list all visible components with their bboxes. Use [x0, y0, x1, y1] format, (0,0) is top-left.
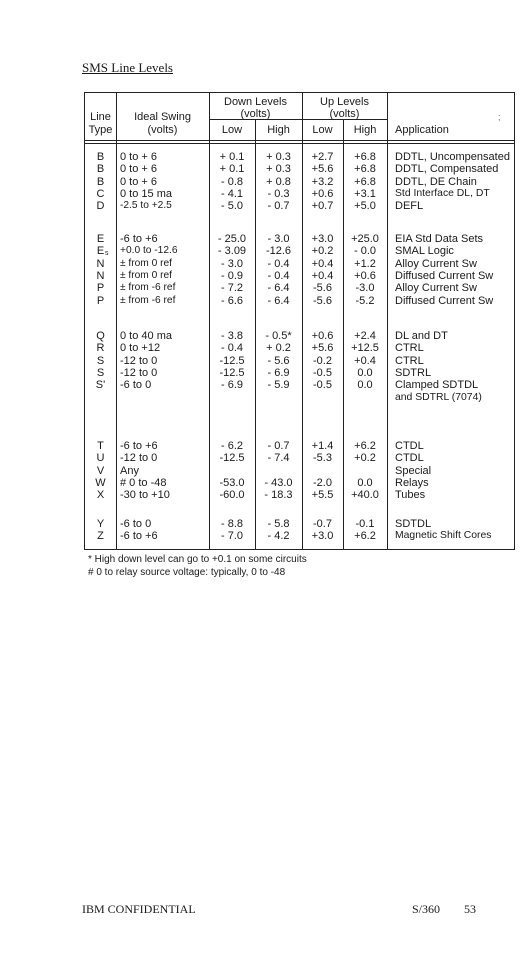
cell-line-type: R: [96, 342, 105, 355]
cell-application: SDTDL: [395, 518, 432, 530]
cell-down-low: -60.0: [219, 489, 245, 502]
cell-application: Std Interface DL, DT: [395, 187, 490, 199]
cell-up-high: 0.0: [357, 366, 373, 379]
cell-line-type: P: [96, 282, 105, 295]
cell-up-low: -0.5: [313, 366, 332, 379]
cell-line-type: X: [96, 489, 105, 502]
cell-application: Alloy Current Sw: [395, 282, 477, 295]
cell-down-high: + 0.2: [266, 342, 291, 355]
cell-up-high: +6.2: [354, 440, 376, 452]
header-rule: [85, 143, 514, 144]
footnote-asterisk: * High down level can go to +0.1 on some circuits: [88, 554, 307, 565]
cell-down-low: - 0.8: [220, 175, 243, 188]
col-divider: [387, 93, 388, 549]
cell-up-low: +5.6: [311, 163, 334, 176]
cell-up-low: +2.7: [311, 151, 334, 163]
cell-down-high: - 0.7: [267, 200, 290, 213]
cell-ideal-swing: 0 to + 6: [120, 151, 158, 163]
cell-ideal-swing: Any: [120, 464, 139, 477]
cell-up-high: - 0.0: [353, 245, 376, 258]
cell-application: Special: [395, 464, 432, 477]
cell-up-low: +3.2: [311, 175, 334, 188]
cell-ideal-swing: 0 to + 6: [120, 163, 158, 176]
cell-ideal-swing: ± from -6 ref: [120, 282, 176, 294]
cell-up-low: +3.0: [311, 530, 334, 543]
cell-up-high: +3.1: [354, 187, 376, 200]
cell-up-low: +0.6: [311, 187, 334, 200]
cell-up-high: +5.0: [354, 200, 376, 213]
margin-mark: ;: [498, 112, 501, 122]
cell-up-low: -5.6: [313, 294, 332, 307]
cell-application: CTRL: [395, 342, 424, 355]
cell-ideal-swing: -12 to 0: [120, 366, 158, 379]
cell-down-low: - 3.0: [220, 257, 243, 270]
cell-line-type: T: [97, 440, 104, 452]
header-down-levels: Down Levels: [224, 96, 287, 108]
cell-up-low: -2.0: [313, 476, 332, 489]
header-ideal-swing: Ideal Swing: [134, 111, 191, 123]
cell-line-type: S': [95, 379, 106, 392]
footer-confidential: IBM CONFIDENTIAL: [82, 902, 196, 916]
footnotes: [88, 553, 307, 579]
cell-line-type: B: [96, 175, 105, 188]
cell-down-low: -53.0: [219, 476, 245, 489]
header-down-levels-unit: (volts): [240, 108, 271, 120]
cell-down-high: - 6.4: [267, 294, 290, 307]
cell-down-high: - 0.4: [267, 269, 290, 282]
cell-application: SMAL Logic: [395, 245, 454, 258]
cell-down-high: + 0.3: [266, 163, 291, 176]
cell-application: EIA Std Data Sets: [395, 233, 484, 245]
cell-line-type: N: [96, 257, 105, 270]
cell-up-high: +12.5: [351, 342, 379, 355]
cell-up-high: -3.0: [355, 282, 375, 295]
cell-application: Alloy Current Sw: [395, 257, 477, 270]
page-title: SMS Line Levels: [82, 60, 173, 75]
cell-ideal-swing: 0 to + 6: [120, 175, 158, 188]
cell-down-high: - 0.7: [267, 440, 290, 452]
cell-ideal-swing: # 0 to -48: [120, 476, 167, 489]
cell-down-low: - 5.0: [220, 200, 243, 213]
cell-line-type: W: [95, 476, 106, 489]
cell-line-type: Q: [96, 330, 105, 342]
cell-down-low: - 6.6: [220, 294, 243, 307]
cell-application: Magnetic Shift Cores: [395, 530, 492, 542]
cell-up-low: -0.7: [313, 518, 332, 530]
cell-up-low: +0.4: [311, 257, 334, 270]
cell-up-high: +40.0: [351, 489, 379, 502]
cell-down-low: - 7.2: [220, 282, 243, 295]
header-up-low: Low: [312, 124, 333, 136]
cell-up-high: +25.0: [351, 233, 379, 245]
cell-down-high: + 0.3: [266, 151, 291, 163]
cell-down-high: - 0.4: [267, 257, 290, 270]
cell-application: DDTL, DE Chain: [395, 175, 477, 188]
cell-up-high: +6.2: [354, 530, 376, 543]
cell-line-type: V: [96, 464, 105, 477]
footer-page-number: 53: [464, 902, 476, 916]
header-down-high: High: [267, 124, 290, 136]
cell-application: DEFL: [395, 200, 424, 213]
cell-ideal-swing: -30 to +10: [120, 489, 170, 502]
cell-line-type: E: [96, 233, 105, 245]
cell-application: DDTL, Compensated: [395, 163, 499, 176]
cell-down-low: -12.5: [219, 366, 245, 379]
cell-ideal-swing: ± from 0 ref: [120, 269, 173, 281]
cell-line-type: Y: [96, 518, 105, 530]
cell-ideal-swing: -6 to +6: [120, 233, 158, 245]
cell-up-low: -0.2: [313, 354, 332, 367]
cell-ideal-swing: -2.5 to +2.5: [120, 200, 172, 212]
cell-up-low: +0.4: [311, 269, 334, 282]
cell-up-low: +0.6: [311, 330, 334, 342]
cell-up-high: +0.4: [354, 354, 376, 367]
col-divider: [116, 93, 117, 549]
cell-up-low: +1.4: [311, 440, 334, 452]
cell-down-low: - 6.9: [220, 379, 243, 392]
header-down-low: Low: [221, 124, 243, 136]
cell-up-high: +0.2: [354, 452, 376, 465]
footnote-hash: # 0 to relay source voltage: typically, 0 to -48: [88, 567, 286, 578]
cell-ideal-swing: -12 to 0: [120, 354, 158, 367]
cell-down-low: - 6.2: [220, 440, 243, 452]
cell-ideal-swing: -6 to +6: [120, 530, 158, 543]
cell-line-type: E: [96, 245, 105, 258]
cell-up-high: -0.1: [355, 518, 375, 530]
cell-application: Diffused Current Sw: [395, 294, 494, 307]
cell-line-type: B: [96, 163, 105, 176]
cell-application-continued: and SDTRL (7074): [395, 391, 482, 403]
footer-series: S/360: [412, 902, 441, 916]
cell-down-low: - 7.0: [220, 530, 243, 543]
cell-up-high: +6.8: [354, 151, 376, 163]
cell-line-type: Z: [97, 530, 104, 543]
cell-line-type: S: [96, 366, 105, 379]
cell-up-high: -5.2: [355, 294, 375, 307]
cell-up-high: +0.6: [354, 269, 376, 282]
cell-down-high: - 0.5*: [265, 330, 292, 342]
cell-up-low: +0.2: [311, 245, 334, 258]
cell-up-low: -0.5: [313, 379, 332, 392]
cell-up-high: 0.0: [357, 476, 373, 489]
cell-up-low: +0.7: [311, 200, 334, 213]
header-line: Line: [90, 111, 111, 123]
cell-down-low: - 4.1: [220, 187, 243, 200]
cell-application: SDTRL: [395, 366, 432, 379]
cell-application: CTDL: [395, 440, 424, 452]
cell-up-high: +6.8: [354, 175, 376, 188]
cell-down-low: - 3.09: [217, 245, 247, 258]
cell-down-high: + 0.8: [266, 175, 291, 188]
cell-down-low: -12.5: [219, 452, 245, 465]
cell-ideal-swing: 0 to +12: [120, 342, 161, 355]
cell-up-low: +5.5: [311, 489, 334, 502]
cell-down-high: - 5.6: [267, 354, 290, 367]
cell-down-low: - 0.9: [220, 269, 243, 282]
cell-application: Diffused Current Sw: [395, 269, 494, 282]
header-type: Type: [88, 124, 113, 136]
cell-up-low: -5.3: [313, 452, 332, 465]
cell-application: DDTL, Uncompensated: [395, 151, 510, 163]
cell-down-high: - 4.2: [267, 530, 290, 543]
cell-line-type: U: [96, 452, 105, 465]
cell-down-low: - 25.0: [217, 233, 247, 245]
cell-down-high: -12.6: [265, 245, 292, 258]
cell-down-low: - 8.8: [220, 518, 243, 530]
cell-line-type: C: [96, 187, 105, 200]
cell-up-high: +2.4: [354, 330, 376, 342]
cell-ideal-swing: ± from -6 ref: [120, 294, 176, 306]
cell-line-type: B: [96, 151, 105, 163]
cell-down-high: - 3.0: [267, 233, 290, 245]
cell-up-high: +1.2: [354, 257, 376, 270]
cell-application: CTRL: [395, 354, 424, 367]
cell-line-type: P: [96, 294, 105, 307]
cell-ideal-swing: -12 to 0: [120, 452, 158, 465]
cell-down-low: -12.5: [219, 354, 245, 367]
cell-down-low: - 0.4: [220, 342, 243, 355]
cell-down-high: - 7.4: [267, 452, 290, 465]
cell-ideal-swing: +0.0 to -12.6: [120, 245, 178, 257]
cell-up-low: +5.6: [311, 342, 334, 355]
cell-down-high: - 5.8: [267, 518, 290, 530]
cell-down-low: + 0.1: [219, 151, 245, 163]
cell-up-low: +3.0: [311, 233, 334, 245]
cell-application: DL and DT: [395, 330, 448, 342]
cell-ideal-swing: 0 to 15 ma: [120, 187, 172, 200]
cell-up-low: -5.6: [313, 282, 332, 295]
cell-application: Relays: [395, 476, 429, 489]
cell-down-high: - 18.3: [264, 489, 293, 502]
cell-line-type: S: [96, 354, 105, 367]
cell-down-high: - 43.0: [264, 476, 293, 489]
header-up-levels: Up Levels: [320, 96, 369, 108]
header-application: Application: [395, 124, 449, 136]
cell-down-high: - 6.9: [267, 366, 290, 379]
cell-up-high: +6.8: [354, 163, 376, 176]
cell-line-type: N: [96, 269, 105, 282]
cell-ideal-swing: 0 to 40 ma: [120, 330, 172, 342]
cell-down-high: - 6.4: [267, 282, 290, 295]
cell-ideal-swing: -6 to 0: [120, 379, 152, 392]
cell-line-type-subscript: s: [105, 250, 109, 258]
cell-down-high: - 5.9: [267, 379, 290, 392]
cell-ideal-swing: -6 to +6: [120, 440, 158, 452]
cell-down-low: + 0.1: [219, 163, 245, 176]
cell-down-high: - 0.3: [267, 187, 290, 200]
header-up-high: High: [353, 124, 377, 136]
line-levels-table: [84, 92, 515, 550]
cell-down-low: - 3.8: [220, 330, 243, 342]
header-up-levels-unit: (volts): [329, 108, 360, 120]
cell-up-high: 0.0: [357, 379, 373, 392]
cell-application: Tubes: [395, 489, 426, 502]
cell-application: Clamped SDTDL: [395, 379, 479, 392]
header-ideal-swing-unit: (volts): [147, 124, 178, 136]
cell-ideal-swing: ± from 0 ref: [120, 257, 173, 269]
cell-line-type: D: [96, 200, 105, 213]
header-rule: [85, 140, 514, 141]
cell-application: CTDL: [395, 452, 424, 465]
cell-ideal-swing: -6 to 0: [120, 518, 152, 530]
